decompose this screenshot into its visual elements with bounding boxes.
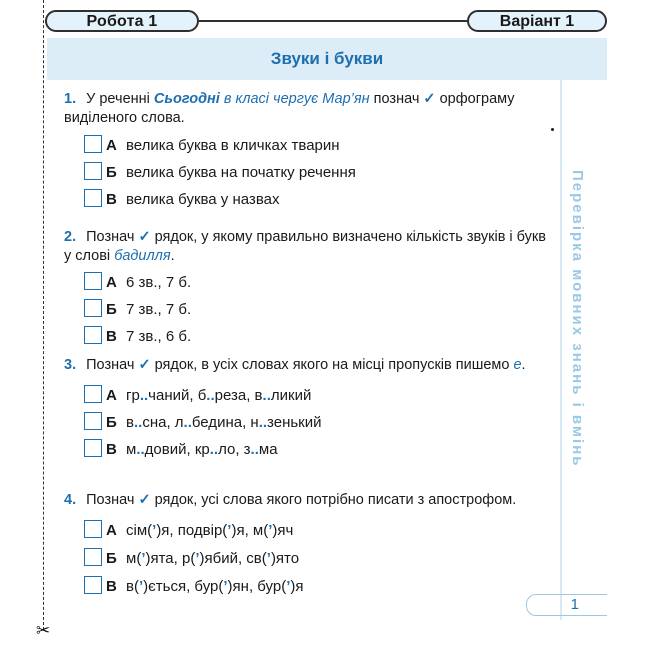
option-letter: В [106,191,117,208]
dot-mark [551,128,554,131]
option-text: в(’)ється, бур(’)ян, бур(’)я [126,578,304,595]
question-text: рядок, в усіх словах якого на місці пропусків пишемо [154,357,510,373]
question-prefix: Познач [86,492,135,508]
question-end: . [170,248,175,264]
question-number: 2. [64,229,77,245]
option-letter: А [106,274,117,291]
side-label: Перевірка мовних знань і вмінь [569,170,586,468]
answer-checkbox[interactable] [84,189,102,207]
question-prefix: Познач [86,357,135,373]
work-tab [45,10,199,32]
question-text: рядок, усі слова якого потрібно писати з апострофом. [154,492,517,508]
question-text: рядок, у якому правильно визначено кількість звуків і букв у слові [64,229,546,264]
page-number-tab [526,594,607,616]
option-letter: Б [106,414,117,431]
target-word: бадилля [114,248,171,264]
question-suffix-b: орфограму виділеного слова. [64,91,515,126]
option-text: гр..чаний, б..реза, в..ликий [126,387,312,404]
answer-checkbox[interactable] [84,272,102,290]
option-text: сім(’)я, подвір(’)я, м(’)яч [126,522,294,539]
option-text: 7 зв., 6 б. [126,328,192,345]
option-text: велика буква у назвах [126,191,280,208]
question-number: 4. [64,492,77,508]
sentence-italic: в класі чергує Мар’ян [223,91,370,107]
option-letter: В [106,328,117,345]
work-label: Робота 1 [86,13,158,30]
answer-checkbox[interactable] [84,326,102,344]
option-text: велика буква на початку речення [126,164,356,181]
answer-checkbox[interactable] [84,162,102,180]
side-label-wrapper [568,170,588,500]
option-text: 7 зв., 7 б. [126,301,192,318]
option-text: велика буква в кличках тварин [126,137,340,154]
question-number: 3. [64,357,77,373]
option-letter: Б [106,301,117,318]
answer-checkbox[interactable] [84,520,102,538]
question-end: . [521,357,526,373]
target-letter: е [513,357,522,373]
cut-line [43,0,44,630]
question-suffix: познач [373,91,420,107]
question-3 [64,356,556,375]
option-text: 6 зв., 7 б. [126,274,192,291]
question-prefix: У реченні [86,91,150,107]
variant-label: Варіант 1 [499,13,575,30]
answer-checkbox[interactable] [84,548,102,566]
worksheet-body [47,80,560,620]
checkmark-icon: ✓ [138,229,151,245]
answer-checkbox[interactable] [84,412,102,430]
option-letter: В [106,578,117,595]
question-number: 1. [64,91,77,107]
option-text: м..довий, кр..ло, з..ма [126,441,278,458]
option-letter: А [106,137,117,154]
answer-checkbox[interactable] [84,385,102,403]
page-number: 1 [570,596,579,613]
checkmark-icon: ✓ [138,492,151,508]
variant-tab [467,10,607,32]
option-letter: А [106,522,117,539]
option-letter: Б [106,164,117,181]
question-prefix: Познач [86,229,135,245]
section-header [47,38,607,80]
answer-checkbox[interactable] [84,439,102,457]
question-1 [64,90,556,128]
option-text: в..сна, л..бедина, н..зенький [126,414,322,431]
question-4 [64,491,556,510]
option-letter: Б [106,550,117,567]
answer-checkbox[interactable] [84,135,102,153]
scissors-icon: ✂ [36,621,51,640]
highlighted-word: Сьогодні [153,91,220,107]
checkmark-icon: ✓ [423,91,436,107]
option-letter: А [106,387,117,404]
checkmark-icon: ✓ [138,357,151,373]
header-rule [199,20,467,22]
answer-checkbox[interactable] [84,299,102,317]
option-letter: В [106,441,117,458]
section-title: Звуки і букви [270,49,384,68]
option-text: м(’)ята, р(’)ябий, св(’)ято [126,550,300,567]
answer-checkbox[interactable] [84,576,102,594]
question-2 [64,228,556,266]
